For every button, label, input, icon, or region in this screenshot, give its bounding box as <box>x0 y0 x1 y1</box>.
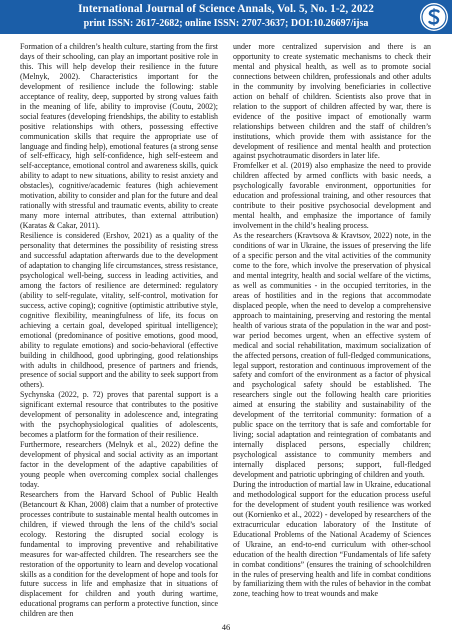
left-column <box>20 42 218 619</box>
right-column <box>233 42 431 599</box>
page-number: 46 <box>221 622 231 632</box>
paragraph: Resilience is considered (Ershov, 2021) as a quality of the personality that determines the possibility of resisting stress and successful adaptation afterwards due to the development of adaptation to changing life circumstances, stress resistance, psychological well-being, success in leading activities, and among the factors of resilience are determined: regulatory (ability to self-regulate, vitality, self-control, motivation for success, active coping); cognitive (optimistic attributive style, cognitive flexibility, meaningfulness of life, its focus on achieving a certain goal, developed spiritual intelligence); emotional (predominance of positive emotions, good mood, ability to regulate emotions) and socio-behavioral (effective building in childhood, good upbringing, good relationships with adults in childhood, presence of partners and friends, presence of social support and the ability to seek support from others). <box>20 231 218 390</box>
paragraph: under more centralized supervision and there is an opportunity to create systematic mechanisms to check their mental and physical health, as well as to promote social connections between children, professionals and other adults in the community by involving beneficiaries in collective action on behalf of children. Scientists also prove that in relation to the support of children affected by war, there is evidence of the positive impact of emotionally warm relationships between children and the staff of children’s institutions, which provide them with assistance for the development of resilience and mental health and protection against psychotraumatic disorders in later life. <box>233 42 431 161</box>
paragraph: Fromfelker et al. (2019) also emphasize the need to provide children affected by armed conflicts with basic needs, a psychologically favorable environment, opportunities for education and professional training, and other resources that contribute to their positive psychosocial development and mental health, and emphasize the importance of family involvement in the child’s healing process. <box>233 161 431 231</box>
journal-logo-icon <box>419 2 449 32</box>
journal-header <box>0 0 452 34</box>
paragraph: Researchers from the Harvard School of Public Health (Betancourt & Khan, 2008) claim that a number of protective processes contribute to sustainable mental health outcomes in children, if viewed through the lens of the child’s social ecology. Restoring the disrupted social ecology is fundamental to improving preventive and rehabilitative measures for war-affected children. The researchers see the restoration of the opportunity to learn and develop vocational skills as a condition for the development of hope and tools for future success in life and emphasize that in situations of displacement for children and youth during wartime, educational programs can perform a protective function, since children are then <box>20 489 218 619</box>
paragraph: During the introduction of martial law in Ukraine, educational and methodological support for the education process useful for the development of student youth resilience was worked out (Kornienko et al., 2022) - developed by researchers of the extracurricular education laboratory of the Institute of Educational Problems of the National Academy of Sciences of Ukraine, an end-to-end curriculum with other-school education of the health direction “Fundamentals of life safety in combat conditions” (ensures the training of schoolchildren in the rules of preserving health and life in combat conditions by familiarizing them with the rules of behavior in the combat zone, teaching how to treat wounds and make <box>233 479 431 599</box>
paragraph: Furthermore, researchers (Melnyk et al., 2022) define the development of physical and social activity as an important factor in the development of the adaptive capabilities of young people when overcoming complex social challenges today. <box>20 440 218 489</box>
issn-doi-line: print ISSN: 2617-2682; online ISSN: 2707-3637; DOI:10.26697/ijsa <box>83 18 369 29</box>
journal-title-line: International Journal of Science Annals, Vol. 5, No. 1-2, 2022 <box>78 3 374 15</box>
paragraph: Sychynska (2022, p. 72) proves that parental support is a significant external resource that contributes to the positive development of personality in adolescence and, integrating with the psychophysiological qualities of adolescents, becomes a platform for the formation of their resilience. <box>20 390 218 440</box>
paragraph: Formation of a children’s health culture, starting from the first days of their schooling, can play an important positive role in this. This will help develop their resilience in the future (Melnyk, 2002). Characteristics important for the development of resilience include the following: stable acceptance of reality, deep, supported by strong values faith in the meaning of life, ability to improvise (Coutu, 2002); social features (developing friendships, the ability to establish positive relationships with others, possessing effective communication skills that require the appropriate use of language and finding help), emotional features (a strong sense of self-efficacy, high self-confidence, high self-esteem and self-acceptance, emotional control and awareness skills, quick ability to adapt to new situations, ability to resist anxiety and obstacles), cognitive/academic features (high achievement motivation, ability to consider and plan for the future and deal rationally with stressful and traumatic events, ability to create many more internal attributes, than external attribution) (Karatas & Cakar, 2011). <box>20 42 218 231</box>
paragraph: As the researchers (Kravtsova & Kravtsov, 2022) note, in the conditions of war in Ukraine, the issues of preserving the life of a specific person and the vital activities of the community come to the fore, which involve the preservation of physical and mental integrity, health and social welfare of the victims, as well as communities - in the occupied territories, in the areas of hostilities and in the regions that accommodate displaced people, when the need to develop a comprehensive approach to maintaining, preserving and restoring the mental health of various strata of the population in the war and post-war period becomes urgent, when an effective system of medical and social rehabilitation, maximum socialization of the affected persons, creation of full-fledged communications, legal support, restoration and continuous improvement of the safety and comfort of the environment as a factor of physical and psychological safety should be established. The researchers single out the following health care priorities aimed at ensuring the stability and sustainability of the development of the territorial community: formation of a public space on the territory that is safe and comfortable for living; social adaptation and reintegration of combatants and internally displaced persons, especially children; psychological assistance to community members and internally displaced persons; support, full-fledged development and patriotic upbringing of children and youth. <box>233 231 431 479</box>
